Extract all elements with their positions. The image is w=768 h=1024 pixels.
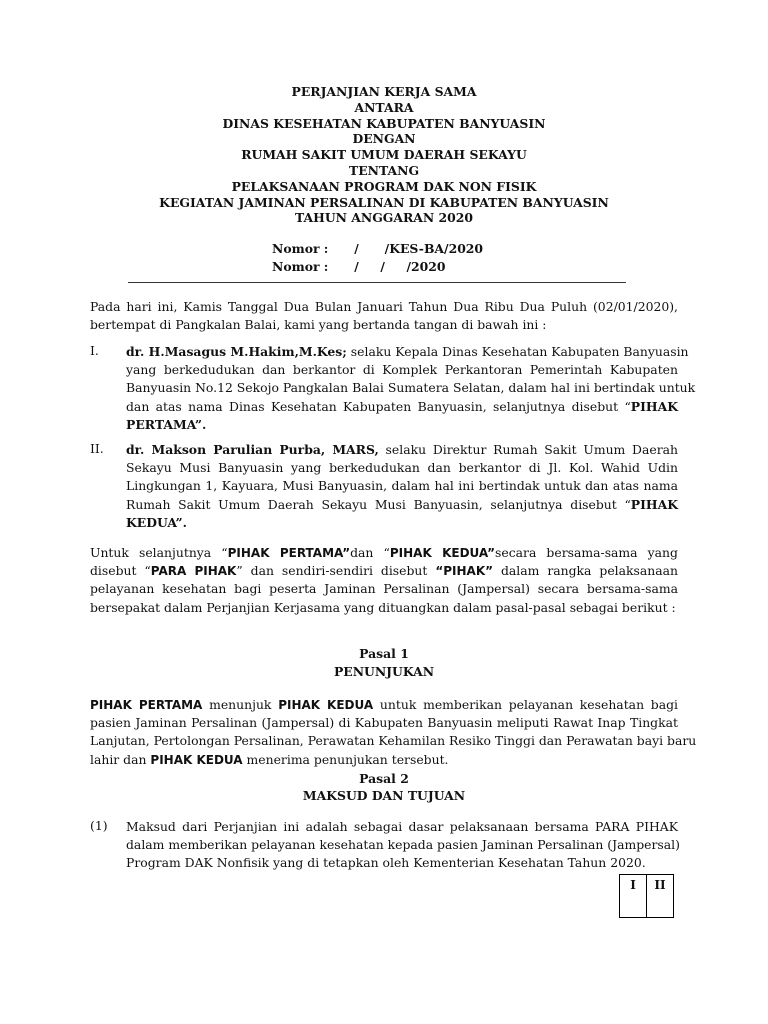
party2-line bbox=[126, 496, 678, 514]
party1-line: Banyuasin No.12 Sekojo Pangkalan Balai Sumatera Selatan, dalam hal ini bertindak untuk bbox=[126, 380, 696, 396]
intro-line bbox=[90, 562, 678, 580]
pasal1-paragraph bbox=[90, 696, 697, 769]
pasal1-heading: Pasal 1 bbox=[359, 646, 409, 661]
intro-text: secara bersama-sama yang bbox=[495, 545, 678, 560]
pasal1-bold: PIHAK PERTAMA bbox=[90, 698, 203, 712]
party1-paragraph bbox=[126, 343, 696, 434]
party2-text: selaku Direktur Rumah Sakit Umum Daerah bbox=[378, 442, 678, 457]
intro-bold: PIHAK PERTAMA” bbox=[227, 546, 351, 560]
intro-text: dan “ bbox=[350, 545, 390, 560]
intro-text: Untuk selanjutnya “ bbox=[90, 545, 228, 560]
party1-name: dr. H.Masagus M.Hakim,M.Kes; bbox=[126, 344, 347, 359]
paraf-box-pihak-pertama: I bbox=[620, 875, 647, 918]
header-divider bbox=[128, 282, 626, 283]
pasal2-heading: Pasal 2 bbox=[359, 771, 409, 786]
pasal2-paragraph bbox=[126, 818, 678, 873]
pasal1-line bbox=[90, 696, 678, 714]
opening-paragraph bbox=[90, 298, 678, 334]
pasal1-text: menerima penunjukan tersebut. bbox=[242, 751, 449, 767]
pasal2-line: Program DAK Nonfisik yang di tetapkan oleh Kementerian Kesehatan Tahun 2020. bbox=[126, 855, 646, 871]
document-title bbox=[0, 84, 768, 226]
pasal2-item-number: (1) bbox=[90, 818, 108, 833]
pasal2-line: dalam memberikan pelayanan kesehatan kepada pasien Jaminan Persalinan (Jampersal) bbox=[126, 837, 680, 853]
party2-line: Sekayu Musi Banyuasin yang berkedudukan dan berkantor di Jl. Kol. Wahid Udin bbox=[126, 460, 678, 476]
title-line: PERJANJIAN KERJA SAMA bbox=[291, 84, 477, 99]
intro-bold: “PIHAK” bbox=[435, 564, 494, 579]
party2-name: dr. Makson Parulian Purba, MARS, bbox=[126, 442, 379, 457]
opening-line: bertempat di Pangkalan Balai, kami yang bertanda tangan di bawah ini : bbox=[90, 317, 547, 333]
pasal2-subheading: MAKSUD DAN TUJUAN bbox=[302, 788, 466, 803]
pasal1-subheading: PENUNJUKAN bbox=[333, 664, 435, 679]
intro-bold: PARA PIHAK bbox=[150, 564, 237, 579]
intro-line: bersepakat dalam Perjanjian Kerjasama yang dituangkan dalam pasal-pasal sebagai berikut : bbox=[90, 599, 676, 615]
title-line: KEGIATAN JAMINAN PERSALINAN DI KABUPATEN BANYUASIN bbox=[159, 194, 609, 210]
title-line: TENTANG bbox=[348, 162, 420, 178]
nomor-dinas: Nomor : / /KES-BA/2020 bbox=[272, 241, 484, 256]
nomor-rsud: Nomor : / / /2020 bbox=[272, 259, 446, 274]
pasal1-line bbox=[90, 751, 678, 769]
opening-line: Pada hari ini, Kamis Tanggal Dua Bulan Januari Tahun Dua Ribu Dua Puluh (02/01/2020), bbox=[90, 299, 678, 314]
pasal2-line: Maksud dari Perjanjian ini adalah sebagai dasar pelaksanaan bersama PARA PIHAK bbox=[126, 819, 678, 834]
title-line: DENGAN bbox=[352, 131, 416, 147]
party1-line: PERTAMA”. bbox=[126, 416, 207, 432]
intro-bold: PIHAK KEDUA” bbox=[389, 546, 495, 560]
party2-number: II. bbox=[90, 441, 104, 456]
pasal1-bold: PIHAK KEDUA bbox=[278, 698, 374, 712]
party2-line bbox=[126, 441, 678, 459]
pasal1-text: menunjuk bbox=[202, 697, 279, 712]
intro-line: pelayanan kesehatan bagi peserta Jaminan Persalinan (Jampersal) secara bersama-sama bbox=[90, 581, 678, 597]
party1-line bbox=[126, 343, 689, 361]
party1-text: selaku Kepala Dinas Kesehatan Kabupaten Banyuasin bbox=[346, 344, 689, 359]
party2-text: Rumah Sakit Umum Daerah Sekayu Musi Banyuasin, selanjutnya disebut “ bbox=[126, 496, 631, 512]
party1-number: I. bbox=[90, 343, 99, 358]
title-line: ANTARA bbox=[354, 99, 414, 115]
title-line: RUMAH SAKIT UMUM DAERAH SEKAYU bbox=[241, 147, 527, 163]
paraf-box-pihak-kedua: II bbox=[647, 875, 674, 918]
title-line: PELAKSANAAN PROGRAM DAK NON FISIK bbox=[231, 178, 537, 194]
party1-line: yang berkedudukan dan berkantor di Komplek Perkantoran Pemerintah Kabupaten bbox=[126, 362, 678, 378]
party1-text: dan atas nama Dinas Kesehatan Kabupaten Banyuasin, selanjutnya disebut “ bbox=[126, 398, 631, 414]
pasal1-line: pasien Jaminan Persalinan (Jampersal) di Kabupaten Banyuasin meliputi Rawat Inap Tingkat bbox=[90, 715, 678, 731]
title-line: TAHUN ANGGARAN 2020 bbox=[294, 210, 474, 226]
intro-line bbox=[90, 544, 678, 562]
pasal1-line: Lanjutan, Pertolongan Persalinan, Perawatan Kehamilan Resiko Tinggi dan Perawatan bayi baru bbox=[90, 733, 697, 749]
party2-line: KEDUA”. bbox=[126, 514, 187, 530]
party2-paragraph bbox=[126, 441, 678, 532]
intro-paragraph bbox=[90, 544, 678, 617]
pasal1-text: untuk memberikan pelayanan kesehatan bagi bbox=[373, 697, 679, 712]
pasal1-bold: PIHAK KEDUA bbox=[150, 752, 243, 767]
party1-alias: PIHAK bbox=[630, 398, 678, 414]
intro-text: dalam rangka pelaksanaan bbox=[493, 563, 678, 579]
title-line: DINAS KESEHATAN KABUPATEN BANYUASIN bbox=[222, 115, 546, 131]
paraf-boxes bbox=[619, 874, 674, 918]
party2-alias: PIHAK bbox=[630, 496, 678, 512]
intro-text: ” dan sendiri-sendiri disebut bbox=[236, 563, 436, 579]
pasal1-text: lahir dan bbox=[90, 751, 151, 767]
intro-text: disebut “ bbox=[90, 563, 151, 579]
party1-line bbox=[126, 398, 678, 416]
party2-line: Lingkungan 1, Kayuara, Musi Banyuasin, dalam hal ini bertindak untuk dan atas nama bbox=[126, 478, 678, 494]
